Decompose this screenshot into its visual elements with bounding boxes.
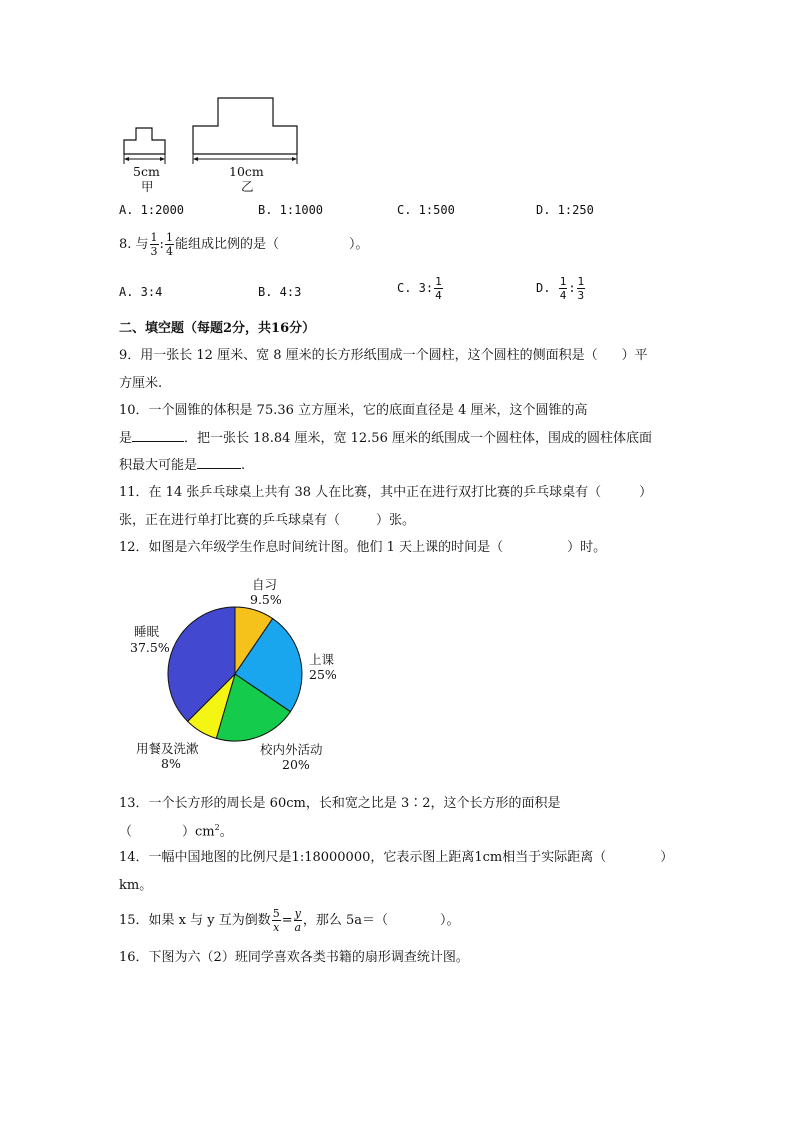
pie-percent-sleep: 37.5%: [130, 640, 170, 655]
q8-fraction-1: [150, 232, 159, 257]
q15-fraction-2: [294, 908, 302, 933]
q9-line-2: 方厘米.: [119, 376, 163, 391]
q9-line-1: [119, 349, 648, 362]
q13-text-b: ）cm: [182, 824, 215, 840]
pie-percent-class: 25%: [309, 667, 337, 682]
q13-line-2: [119, 824, 233, 838]
q11-line-1: [119, 486, 652, 499]
pie-percent-self-study: 9.5%: [250, 592, 282, 607]
q15-f2-num: y: [294, 907, 301, 920]
q10-text-c: 积最大可能是: [119, 458, 198, 473]
jia-label: 甲: [141, 179, 154, 194]
q8-optd-num1: 1: [559, 275, 567, 288]
yi-length-label: 10cm: [229, 164, 264, 179]
q8-optd-num2: 1: [577, 275, 585, 288]
q11-line-2: [119, 514, 415, 527]
q10-text-a: 是: [119, 431, 133, 446]
pie-percent-activities: 20%: [282, 757, 310, 772]
pie-percent-meals: 8%: [161, 756, 181, 771]
q8-optc-fraction: [434, 276, 443, 301]
q8-prefix: 8. 与: [119, 237, 149, 252]
q10-blank-2: [197, 468, 241, 469]
q8-frac1-num: 1: [150, 231, 158, 244]
q15-mid: ，那么 5a＝（: [302, 913, 389, 928]
q11-text-d: ）张。: [376, 513, 416, 528]
q13-text-a: （: [119, 824, 133, 840]
q10-text-d: .: [241, 458, 246, 473]
q15-equals: =: [281, 913, 293, 928]
q8-optd-den2: 3: [577, 289, 585, 302]
q8-colon: :: [159, 237, 164, 252]
q8-stem: [119, 232, 368, 257]
pie-label-class: 上课: [309, 652, 335, 667]
q15-close: ）。: [440, 913, 460, 928]
q12-text-b: ）时。: [567, 540, 607, 555]
q13-text-c: 。: [219, 824, 233, 840]
q8-frac2-den: 4: [165, 245, 173, 258]
q13-superscript: 2: [214, 823, 220, 832]
q12-text-a: 12．如图是六年级学生作息时间统计图。他们 1 天上课的时间是（: [119, 540, 504, 555]
q8-optd-prefix: D.: [536, 281, 551, 295]
q8-option-c: [397, 276, 444, 301]
jia-length-label: 5cm: [133, 164, 160, 179]
q10-blank-1: [132, 441, 184, 442]
shape-jia: [124, 128, 165, 154]
q11-text-b: ）: [639, 485, 653, 500]
q7-option-b: B. 1:1000: [258, 203, 324, 217]
section-2-title: 二、填空题（每题2分，共16分）: [119, 321, 316, 336]
pie-label-self-study: 自习: [252, 577, 278, 592]
q11-text-a: 11．在 14 张乒乓球桌上共有 38 人在比赛，其中正在进行双打比赛的乒乓球桌有（: [119, 485, 602, 500]
q8-suffix: 能组成比例的是（: [174, 237, 279, 252]
q8-optd-fraction-2: [577, 276, 586, 301]
q8-optd-fraction-1: [559, 276, 568, 301]
q14-line-2: km。: [119, 878, 153, 893]
q8-option-a: A. 3:4: [119, 285, 163, 299]
q16-line: 16．下图为六（2）班同学喜欢各类书籍的扇形调查统计图。: [119, 950, 469, 965]
q8-optc-den: 4: [435, 289, 442, 302]
pie-label-activities: 校内外活动: [260, 742, 323, 757]
q8-optd-den1: 4: [559, 289, 567, 302]
pie-label-sleep: 睡眠: [134, 624, 160, 639]
q8-option-b: B. 4:3: [258, 285, 302, 299]
q14-text-b: ）: [660, 850, 674, 865]
q15-prefix: 15．如果 x 与 y 互为倒数: [119, 913, 271, 928]
q11-text-c: 张，正在进行单打比赛的乒乓球桌有（: [119, 513, 341, 528]
q10-line-2: [119, 432, 652, 445]
q14-text-a: 14．一幅中国地图的比例尺是1:18000000，它表示图上距离1cm相当于实际距离（: [119, 850, 607, 865]
shape-yi: [193, 98, 297, 154]
q8-frac1-den: 3: [150, 245, 158, 258]
q8-frac2-num: 1: [165, 231, 173, 244]
q10-text-b: ．把一张长 18.84 厘米，宽 12.56 厘米的纸围成一个圆柱体，围成的圆柱体底面: [184, 431, 652, 446]
q8-optc-num: 1: [435, 275, 442, 288]
q13-line-1: 13．一个长方形的周长是 60cm，长和宽之比是 3∶2，这个长方形的面积是: [119, 796, 561, 811]
q8-optd-colon: :: [568, 281, 576, 295]
q8-fraction-2: [165, 232, 174, 257]
q15-f1-num: 5: [272, 907, 280, 920]
q7-option-d: D. 1:250: [536, 203, 594, 217]
q8-optc-prefix: C. 3:: [397, 281, 434, 295]
q9-text-b: ）平: [621, 348, 648, 363]
yi-label: 乙: [241, 179, 254, 194]
q7-option-c: C. 1:500: [397, 203, 455, 217]
q15-f1-den: x: [273, 921, 280, 934]
q15-f2-den: a: [294, 921, 302, 934]
pie-label-meals: 用餐及洗漱: [136, 741, 199, 756]
q15-line: [119, 908, 460, 933]
q8-option-d: [536, 276, 586, 301]
q10-line-1: 10．一个圆锥的体积是 75.36 立方厘米，它的底面直径是 4 厘米，这个圆锥的高: [119, 403, 588, 418]
q14-line-1: [119, 851, 673, 864]
q15-fraction-1: [272, 908, 281, 933]
q8-close: ）。: [348, 237, 369, 252]
q7-option-a: A. 1:2000: [119, 203, 185, 217]
q12-line: [119, 541, 606, 554]
q10-line-3: [119, 459, 245, 472]
q9-text-a: 9．用一张长 12 厘米、宽 8 厘米的长方形纸围成一个圆柱，这个圆柱的侧面积是（: [119, 348, 598, 363]
